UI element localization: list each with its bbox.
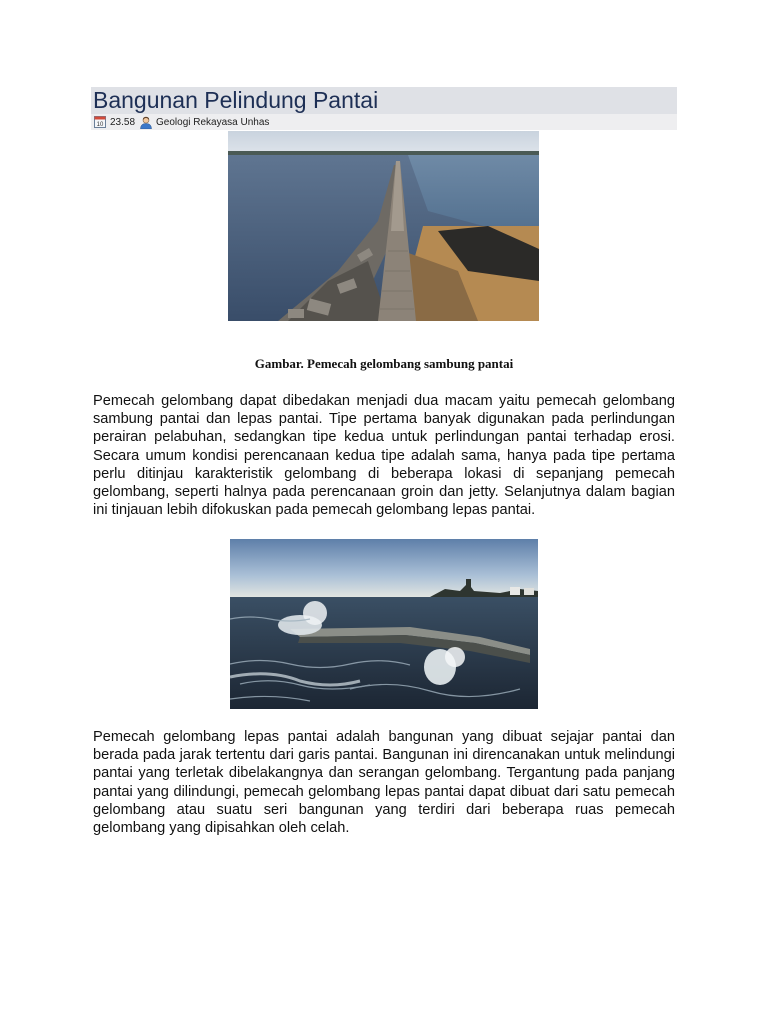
photo-attached-breakwater [228, 131, 539, 321]
photo-detached-breakwater [230, 539, 538, 709]
post-time: 23.58 [110, 116, 136, 128]
paragraph-2: Pemecah gelombang lepas pantai adalah bangunan yang dibuat sejajar pantai dan berada pada jarak tertentu dari garis pantai. Bangunan ini direncanakan untuk melindungi pantai yang terletak dibelakangnya dan serangan gelombang. Tergantung pada panjang pantai yang dilindungi, pemecah gelombang lepas pantai dapat dibuat dari satu pemecah gelombang atau suatu seri bangunan yang terdiri dari beberapa ruas pemecah gelombang yang dipisahkan oleh celah. [93, 729, 675, 837]
calendar-day: 10 [96, 122, 104, 128]
user-icon [139, 116, 153, 129]
post-author[interactable]: Geologi Rekayasa Unhas [156, 116, 270, 128]
paragraph-1: Pemecah gelombang dapat dibedakan menjadi dua macam yaitu pemecah gelombang sambung pantai dan lepas pantai. Tipe pertama banyak digunakan pada perlindungan perairan pelabuhan, sedangkan tipe kedua untuk perlindungan pantai terhadap erosi. Secara umum kondisi perencanaan kedua tipe adalah sama, hanya pada tipe pertama perlu ditinjau karakteristik gelombang di beberapa lokasi di sepanjang pemecah gelombang, seperti halnya pada perencanaan groin dan jetty. Selanjutnya dalam bagian ini tinjauan lebih difokuskan pada pemecah gelombang lepas pantai. [93, 393, 675, 519]
post-meta [94, 114, 269, 130]
post-title[interactable]: Bangunan Pelindung Pantai [93, 87, 379, 113]
figure-caption: Gambar. Pemecah gelombang sambung pantai [254, 356, 514, 371]
calendar-icon [94, 116, 106, 128]
